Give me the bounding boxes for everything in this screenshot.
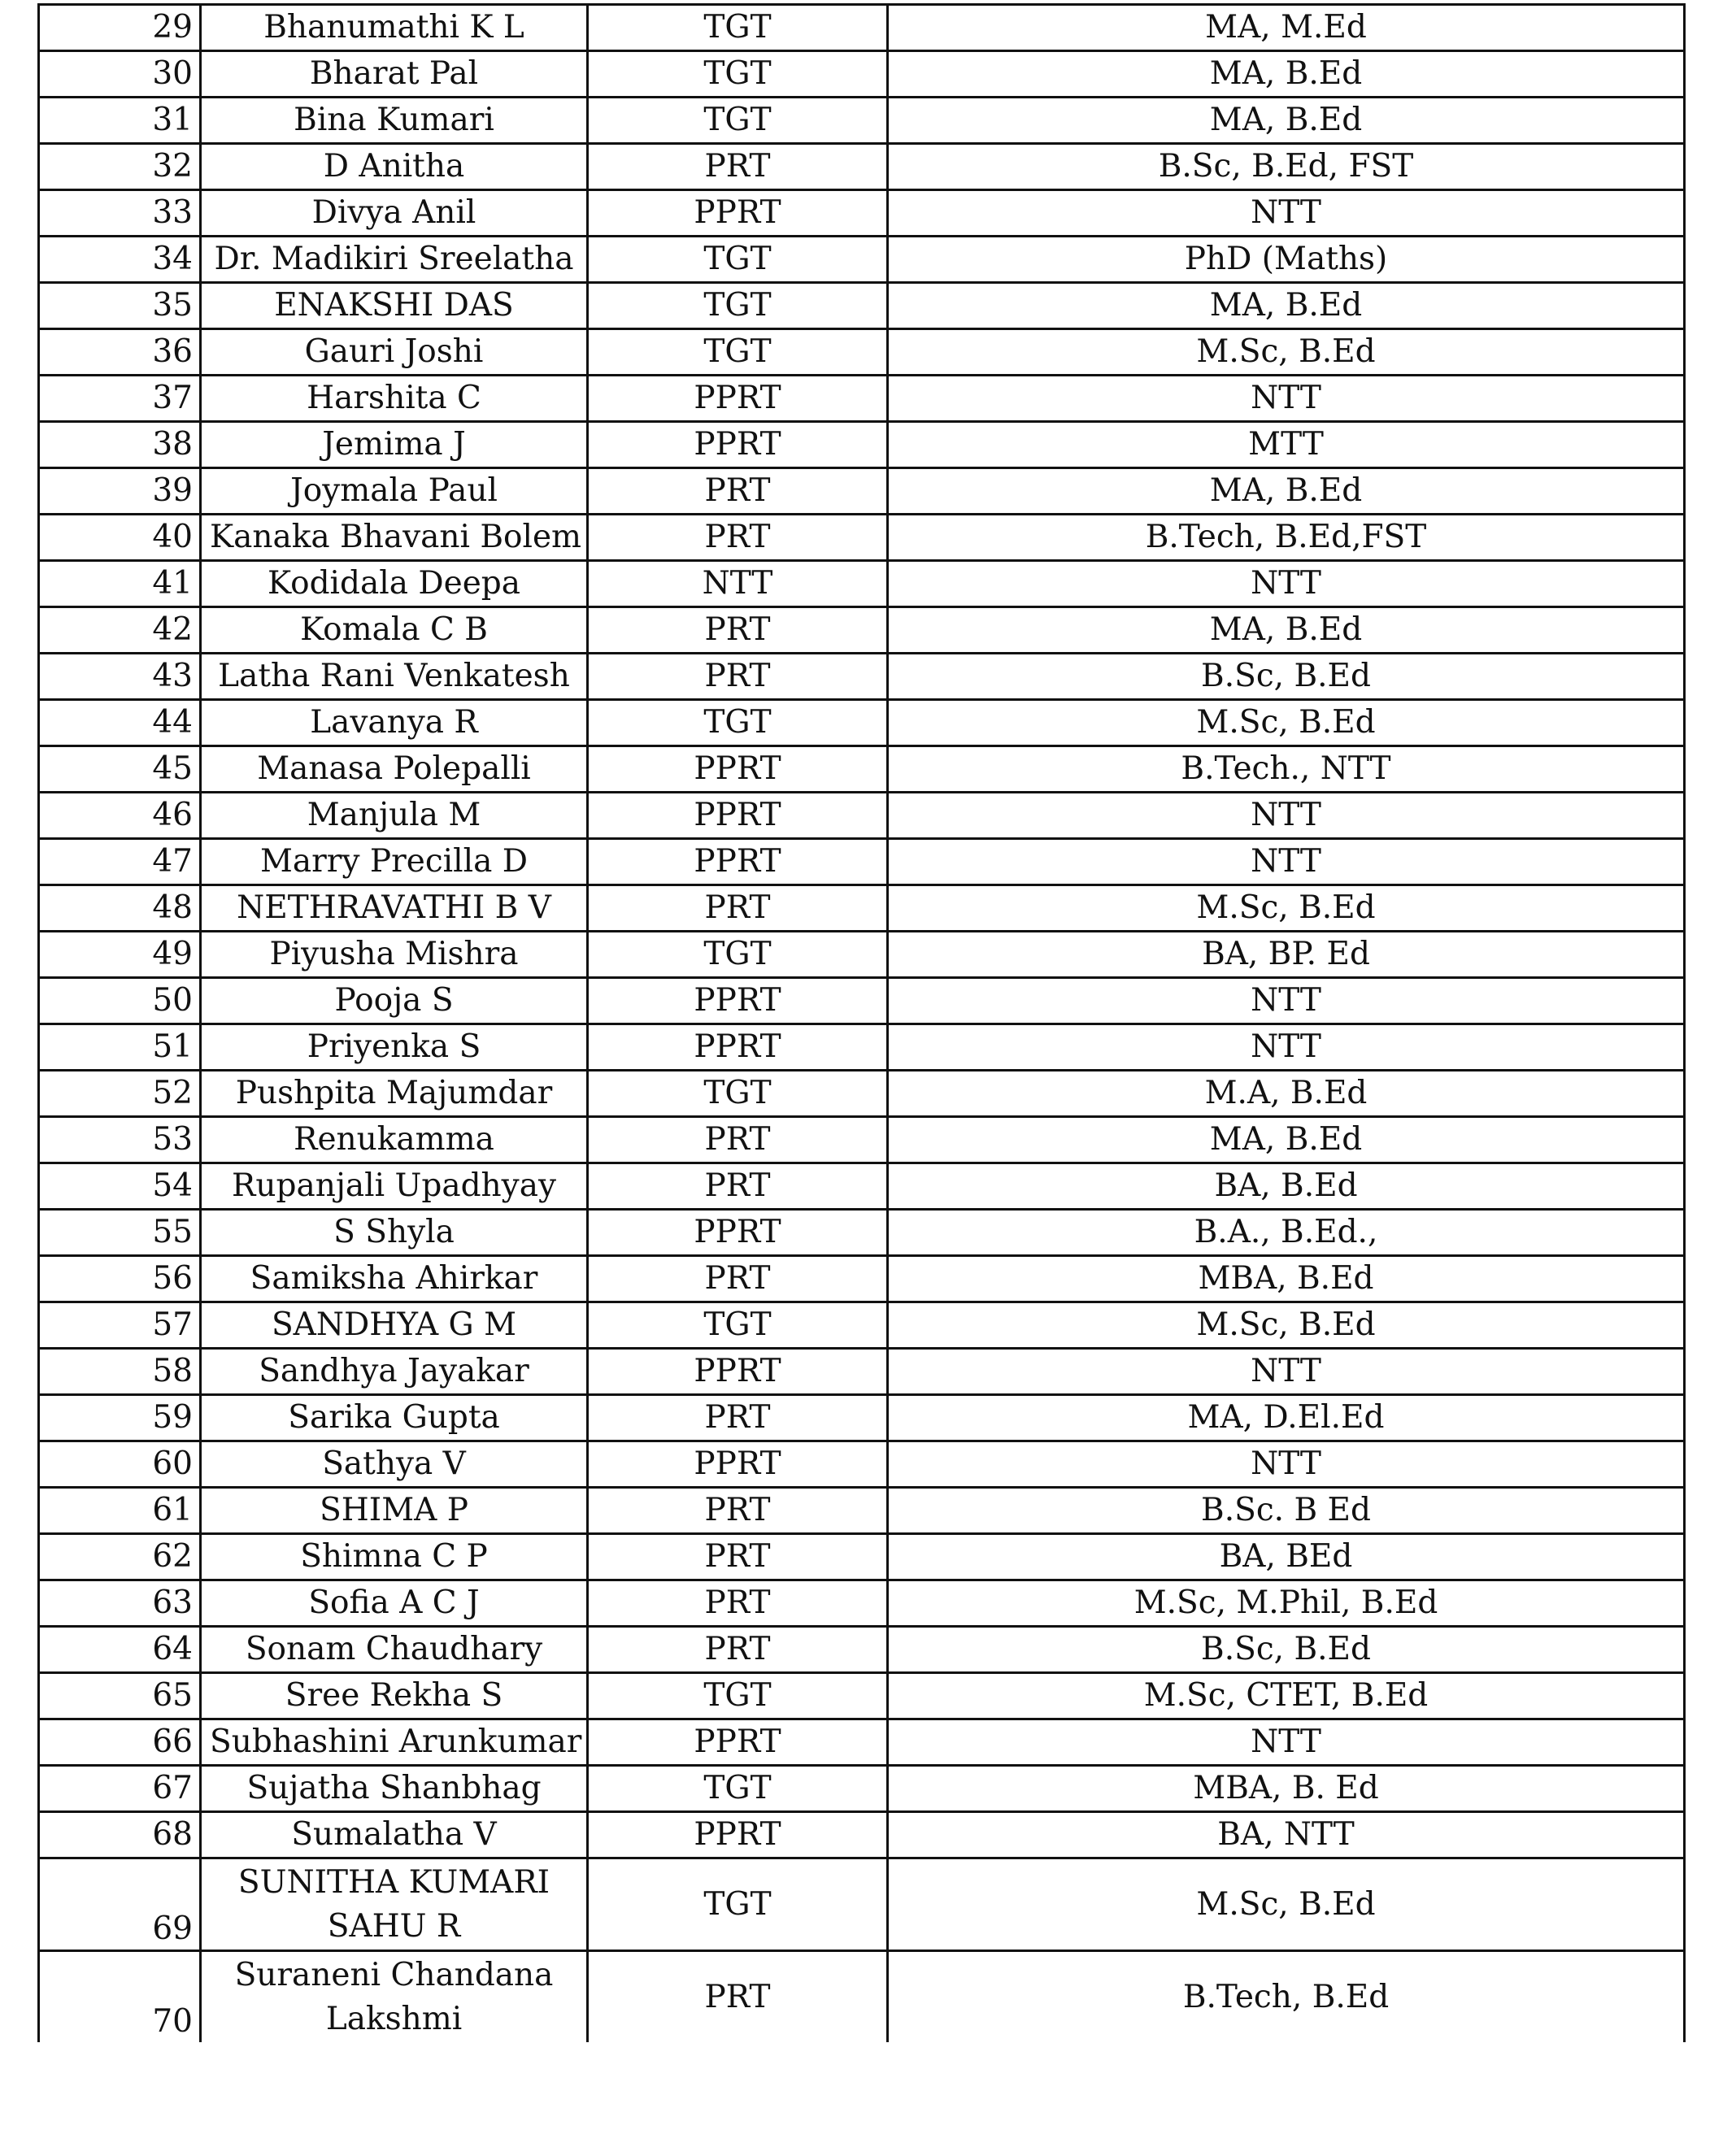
serial-number-cell: 57 (39, 1302, 201, 1349)
name-cell: Priyenka S (201, 1024, 588, 1071)
serial-number-cell: 44 (39, 700, 201, 746)
designation-cell: PPRT (588, 1719, 888, 1766)
qualification-cell: M.A, B.Ed (888, 1071, 1685, 1117)
table-row (39, 1210, 1685, 1256)
designation-cell: PRT (588, 1488, 888, 1534)
designation-cell: PRT (588, 1163, 888, 1210)
name-cell: Sandhya Jayakar (201, 1349, 588, 1395)
table-row (39, 978, 1685, 1024)
qualification-cell: B.Sc, B.Ed (888, 1627, 1685, 1673)
qualification-cell: B.Tech, B.Ed,FST (888, 515, 1685, 561)
table-row (39, 283, 1685, 329)
qualification-cell: B.Tech, B.Ed (888, 1951, 1685, 2043)
serial-number-cell: 29 (39, 5, 201, 51)
qualification-cell: BA, NTT (888, 1812, 1685, 1858)
name-cell: Harshita C (201, 376, 588, 422)
name-cell: Shimna C P (201, 1534, 588, 1580)
qualification-cell: M.Sc, B.Ed (888, 1858, 1685, 1951)
serial-number-cell: 68 (39, 1812, 201, 1858)
serial-number-cell: 37 (39, 376, 201, 422)
designation-cell: TGT (588, 932, 888, 978)
designation-cell: PRT (588, 1951, 888, 2043)
qualification-cell: M.Sc, B.Ed (888, 329, 1685, 376)
table-row (39, 1488, 1685, 1534)
designation-cell: PPRT (588, 746, 888, 793)
designation-cell: TGT (588, 1071, 888, 1117)
name-cell: Dr. Madikiri Sreelatha (201, 237, 588, 283)
serial-number-cell: 67 (39, 1766, 201, 1812)
serial-number-cell: 38 (39, 422, 201, 468)
name-cell: Bharat Pal (201, 51, 588, 98)
serial-number-cell: 43 (39, 654, 201, 700)
qualification-cell: B.Tech., NTT (888, 746, 1685, 793)
qualification-cell: B.Sc. B Ed (888, 1488, 1685, 1534)
designation-cell: NTT (588, 561, 888, 607)
serial-number-cell: 41 (39, 561, 201, 607)
table-row (39, 654, 1685, 700)
name-cell: Rupanjali Upadhyay (201, 1163, 588, 1210)
designation-cell: PPRT (588, 839, 888, 885)
name-cell: Bhanumathi K L (201, 5, 588, 51)
qualification-cell: MBA, B.Ed (888, 1256, 1685, 1302)
name-cell: Komala C B (201, 607, 588, 654)
qualification-cell: MA, D.El.Ed (888, 1395, 1685, 1441)
serial-number-cell: 35 (39, 283, 201, 329)
serial-number-cell: 30 (39, 51, 201, 98)
table-row (39, 561, 1685, 607)
name-cell: Sathya V (201, 1441, 588, 1488)
designation-cell: PPRT (588, 793, 888, 839)
table-row (39, 376, 1685, 422)
table-row (39, 422, 1685, 468)
name-cell: Lavanya R (201, 700, 588, 746)
table-row (39, 1163, 1685, 1210)
serial-number-cell: 54 (39, 1163, 201, 1210)
qualification-cell: M.Sc, B.Ed (888, 885, 1685, 932)
designation-cell: PPRT (588, 190, 888, 237)
serial-number-cell: 33 (39, 190, 201, 237)
qualification-cell: MA, M.Ed (888, 5, 1685, 51)
designation-cell: TGT (588, 51, 888, 98)
name-line: Lakshmi (325, 2000, 463, 2037)
name-cell: Sujatha Shanbhag (201, 1766, 588, 1812)
name-cell: Marry Precilla D (201, 839, 588, 885)
designation-cell: TGT (588, 700, 888, 746)
serial-number-cell: 39 (39, 468, 201, 515)
designation-cell: PPRT (588, 1349, 888, 1395)
qualification-cell: M.Sc, M.Phil, B.Ed (888, 1580, 1685, 1627)
qualification-cell: PhD (Maths) (888, 237, 1685, 283)
qualification-cell: M.Sc, B.Ed (888, 700, 1685, 746)
qualification-cell: B.Sc, B.Ed, FST (888, 144, 1685, 190)
qualification-cell: MA, B.Ed (888, 468, 1685, 515)
table-row (39, 237, 1685, 283)
serial-number-cell: 55 (39, 1210, 201, 1256)
table-row (39, 1534, 1685, 1580)
name-cell: Jemima J (201, 422, 588, 468)
serial-number-cell: 32 (39, 144, 201, 190)
table-row (39, 1117, 1685, 1163)
designation-cell: PRT (588, 1256, 888, 1302)
designation-cell: PRT (588, 1395, 888, 1441)
serial-number-cell: 42 (39, 607, 201, 654)
name-cell: NETHRAVATHI B V (201, 885, 588, 932)
name-cell: D Anitha (201, 144, 588, 190)
designation-cell: PRT (588, 1580, 888, 1627)
table-row (39, 700, 1685, 746)
designation-cell: PRT (588, 1627, 888, 1673)
designation-cell: PPRT (588, 422, 888, 468)
table-row (39, 1858, 1685, 1951)
serial-number-cell: 65 (39, 1673, 201, 1719)
designation-cell: TGT (588, 329, 888, 376)
name-cell: Divya Anil (201, 190, 588, 237)
table-row (39, 1812, 1685, 1858)
name-cell (201, 1858, 588, 1951)
serial-number-cell: 31 (39, 98, 201, 144)
table-row (39, 144, 1685, 190)
table-row (39, 51, 1685, 98)
designation-cell: PRT (588, 885, 888, 932)
qualification-cell: NTT (888, 1441, 1685, 1488)
name-cell (201, 1951, 588, 2043)
qualification-cell: B.Sc, B.Ed (888, 654, 1685, 700)
serial-number-cell: 51 (39, 1024, 201, 1071)
serial-number-cell: 62 (39, 1534, 201, 1580)
name-cell: Gauri Joshi (201, 329, 588, 376)
name-cell: Joymala Paul (201, 468, 588, 515)
name-cell: Manjula M (201, 793, 588, 839)
designation-cell: PPRT (588, 978, 888, 1024)
qualification-cell: NTT (888, 978, 1685, 1024)
table-row (39, 839, 1685, 885)
table-row (39, 1302, 1685, 1349)
qualification-cell: MA, B.Ed (888, 98, 1685, 144)
serial-number-cell: 70 (39, 1951, 201, 2043)
table-row (39, 1024, 1685, 1071)
designation-cell: TGT (588, 1673, 888, 1719)
name-cell: S Shyla (201, 1210, 588, 1256)
designation-cell: PRT (588, 607, 888, 654)
designation-cell: PPRT (588, 1441, 888, 1488)
designation-cell: PRT (588, 1534, 888, 1580)
name-cell: Sumalatha V (201, 1812, 588, 1858)
designation-cell: TGT (588, 98, 888, 144)
qualification-cell: NTT (888, 839, 1685, 885)
table-row (39, 468, 1685, 515)
table-row (39, 1580, 1685, 1627)
serial-number-cell: 53 (39, 1117, 201, 1163)
name-cell: Pushpita Majumdar (201, 1071, 588, 1117)
table-row (39, 932, 1685, 978)
designation-cell: PRT (588, 468, 888, 515)
table-row (39, 746, 1685, 793)
qualification-cell: MA, B.Ed (888, 283, 1685, 329)
qualification-cell: MA, B.Ed (888, 607, 1685, 654)
qualification-cell: M.Sc, CTET, B.Ed (888, 1673, 1685, 1719)
qualification-cell: MBA, B. Ed (888, 1766, 1685, 1812)
qualification-cell: MA, B.Ed (888, 51, 1685, 98)
name-line: SAHU R (327, 1907, 461, 1945)
qualification-cell: BA, BEd (888, 1534, 1685, 1580)
name-cell: Piyusha Mishra (201, 932, 588, 978)
staff-table (37, 3, 1686, 2042)
name-line: SUNITHA KUMARI (237, 1863, 550, 1901)
designation-cell: PRT (588, 144, 888, 190)
serial-number-cell: 49 (39, 932, 201, 978)
name-cell: Kanaka Bhavani Bolem (201, 515, 588, 561)
serial-number-cell: 58 (39, 1349, 201, 1395)
staff-table-body (39, 5, 1685, 2043)
designation-cell: PRT (588, 515, 888, 561)
qualification-cell: NTT (888, 190, 1685, 237)
serial-number-cell: 64 (39, 1627, 201, 1673)
qualification-cell: NTT (888, 1719, 1685, 1766)
designation-cell: TGT (588, 5, 888, 51)
designation-cell: TGT (588, 237, 888, 283)
table-row (39, 1349, 1685, 1395)
name-cell: Renukamma (201, 1117, 588, 1163)
table-row (39, 1951, 1685, 2043)
qualification-cell: NTT (888, 793, 1685, 839)
name-cell: Pooja S (201, 978, 588, 1024)
designation-cell: PPRT (588, 1210, 888, 1256)
table-row (39, 1441, 1685, 1488)
designation-cell: PPRT (588, 376, 888, 422)
table-row (39, 190, 1685, 237)
table-row (39, 1627, 1685, 1673)
table-row (39, 1673, 1685, 1719)
qualification-cell: NTT (888, 376, 1685, 422)
designation-cell: TGT (588, 1302, 888, 1349)
qualification-cell: NTT (888, 1349, 1685, 1395)
table-row (39, 1719, 1685, 1766)
serial-number-cell: 50 (39, 978, 201, 1024)
serial-number-cell: 52 (39, 1071, 201, 1117)
serial-number-cell: 63 (39, 1580, 201, 1627)
name-cell: Sree Rekha S (201, 1673, 588, 1719)
serial-number-cell: 69 (39, 1858, 201, 1951)
designation-cell: TGT (588, 1858, 888, 1951)
name-cell: SANDHYA G M (201, 1302, 588, 1349)
name-cell: Latha Rani Venkatesh (201, 654, 588, 700)
table-row (39, 793, 1685, 839)
name-cell: Manasa Polepalli (201, 746, 588, 793)
serial-number-cell: 59 (39, 1395, 201, 1441)
table-row (39, 1395, 1685, 1441)
designation-cell: PRT (588, 1117, 888, 1163)
name-cell: Kodidala Deepa (201, 561, 588, 607)
serial-number-cell: 45 (39, 746, 201, 793)
table-row (39, 885, 1685, 932)
serial-number-cell: 46 (39, 793, 201, 839)
qualification-cell: NTT (888, 1024, 1685, 1071)
qualification-cell: BA, BP. Ed (888, 932, 1685, 978)
serial-number-cell: 60 (39, 1441, 201, 1488)
qualification-cell: BA, B.Ed (888, 1163, 1685, 1210)
name-cell: Subhashini Arunkumar (201, 1719, 588, 1766)
serial-number-cell: 61 (39, 1488, 201, 1534)
table-row (39, 98, 1685, 144)
serial-number-cell: 34 (39, 237, 201, 283)
table-row (39, 1071, 1685, 1117)
qualification-cell: MA, B.Ed (888, 1117, 1685, 1163)
table-row (39, 1766, 1685, 1812)
name-cell: Sonam Chaudhary (201, 1627, 588, 1673)
name-line: Suraneni Chandana (234, 1956, 554, 1993)
table-row (39, 607, 1685, 654)
name-cell: Bina Kumari (201, 98, 588, 144)
table-row (39, 515, 1685, 561)
qualification-cell: NTT (888, 561, 1685, 607)
serial-number-cell: 36 (39, 329, 201, 376)
designation-cell: TGT (588, 1766, 888, 1812)
designation-cell: PPRT (588, 1024, 888, 1071)
name-cell: ENAKSHI DAS (201, 283, 588, 329)
name-cell: Sofia A C J (201, 1580, 588, 1627)
name-cell: Sarika Gupta (201, 1395, 588, 1441)
serial-number-cell: 56 (39, 1256, 201, 1302)
serial-number-cell: 47 (39, 839, 201, 885)
serial-number-cell: 66 (39, 1719, 201, 1766)
designation-cell: PRT (588, 654, 888, 700)
serial-number-cell: 40 (39, 515, 201, 561)
designation-cell: TGT (588, 283, 888, 329)
qualification-cell: MTT (888, 422, 1685, 468)
qualification-cell: M.Sc, B.Ed (888, 1302, 1685, 1349)
serial-number-cell: 48 (39, 885, 201, 932)
name-cell: SHIMA P (201, 1488, 588, 1534)
table-row (39, 5, 1685, 51)
qualification-cell: B.A., B.Ed., (888, 1210, 1685, 1256)
table-row (39, 329, 1685, 376)
table-row (39, 1256, 1685, 1302)
designation-cell: PPRT (588, 1812, 888, 1858)
name-cell: Samiksha Ahirkar (201, 1256, 588, 1302)
